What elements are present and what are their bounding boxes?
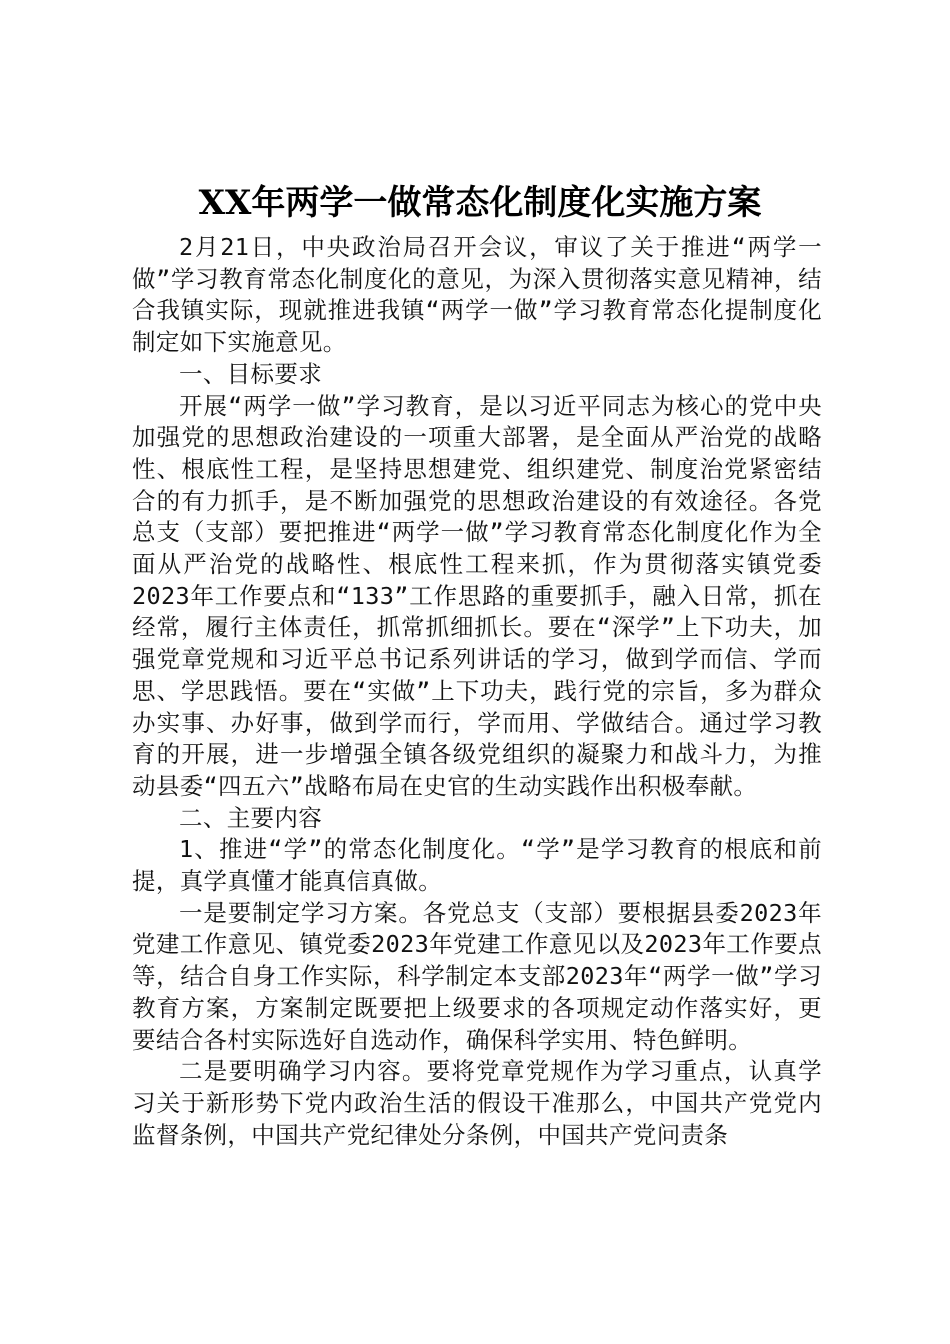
content-paragraph-plan: 一是要制定学习方案。各党总支（支部）要根据县委2023年党建工作意见、镇党委2023年党建工作意见以及2023年工作要点等，结合自身工作实际，科学制定本支部2023年“两学一做”学习教育方案，方案制定既要把上级要求的各项规定动作落实好，更要结合各村实际选好自选动作，确保科学实用、特色鲜明。 — [132, 898, 822, 1054]
document-title: XX年两学一做常态化制度化实施方案 — [198, 183, 762, 223]
content-item-1: 1、推进“学”的常态化制度化。“学”是学习教育的根底和前提，真学真懂才能真信真做。 — [132, 835, 822, 896]
content-paragraph-study: 二是要明确学习内容。要将党章党规作为学习重点，认真学习关于新形势下党内政治生活的假设干准那么，中国共产党党内监督条例，中国共产党纪律处分条例，中国共产党问责条 — [132, 1057, 822, 1149]
section-heading-content: 二、主要内容 — [179, 803, 323, 832]
document-body — [132, 232, 822, 1151]
section-heading-goals: 一、目标要求 — [179, 359, 323, 388]
goals-paragraph: 开展“两学一做”学习教育，是以习近平同志为核心的党中央加强党的思想政治建设的一项重大部署，是全面从严治党的战略性、根底性工程，是坚持思想建党、组织建党、制度治党紧密结合的有力抓手，是不断加强党的思想政治建设的有效途径。各党总支（支部）要把推进“两学一做”学习教育常态化制度化作为全面从严治党的战略性、根底性工程来抓，作为贯彻落实镇党委2023年工作要点和“133”工作思路的重要抓手，融入日常，抓在经常，履行主体责任，抓常抓细抓长。要在“深学”上下功夫，加强党章党规和习近平总书记系列讲话的学习，做到学而信、学而思、学思践悟。要在“实做”上下功夫，践行党的宗旨，多为群众办实事、办好事，做到学而行，学而用、学做结合。通过学习教育的开展，进一步增强全镇各级党组织的凝聚力和战斗力，为推动县委“四五六”战略布局在史官的生动实践作出积极奉献。 — [132, 391, 822, 800]
intro-paragraph: 2月21日，中央政治局召开会议，审议了关于推进“两学一做”学习教育常态化制度化的意见，为深入贯彻落实意见精神，结合我镇实际，现就推进我镇“两学一做”学习教育常态化提制度化制定如下实施意见。 — [132, 233, 822, 357]
